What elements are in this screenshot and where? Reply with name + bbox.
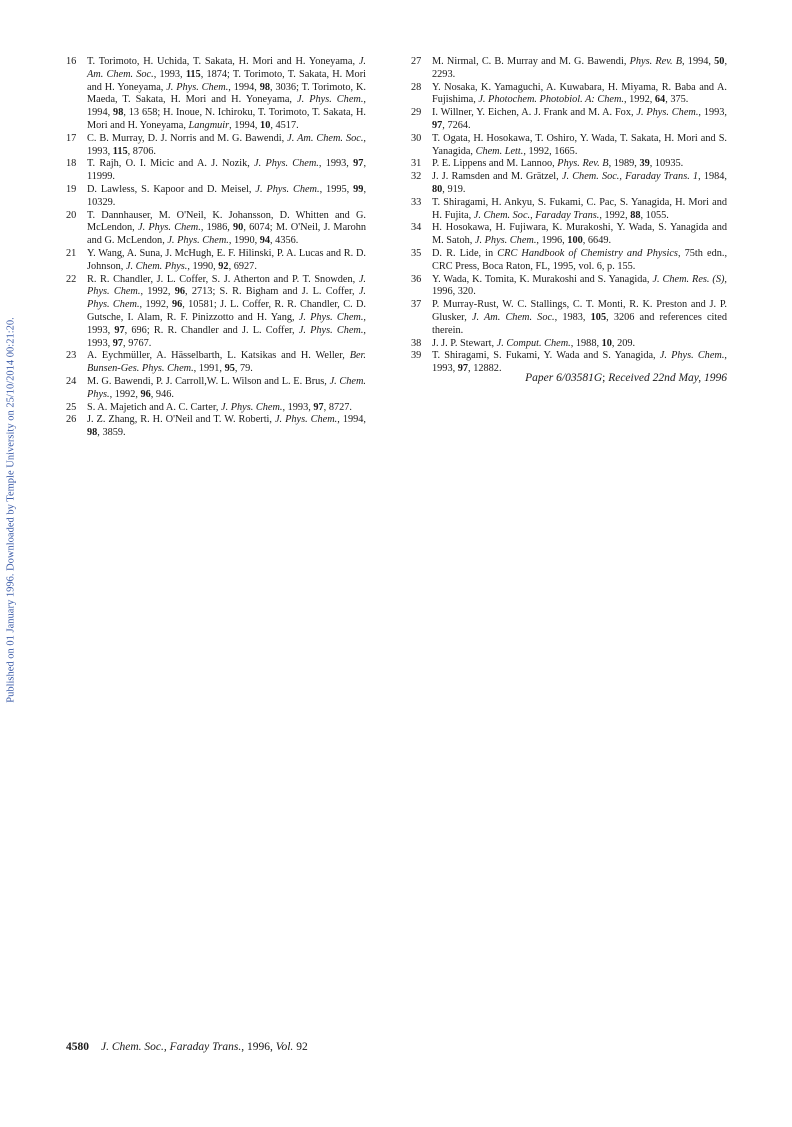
reference-number: 34: [411, 222, 422, 234]
page-footer: [66, 1041, 308, 1053]
reference-text: T. Torimoto, H. Uchida, T. Sakata, H. Mori and H. Yoneyama, J. Am. Chem. Soc., 1993, 115, 1874; T. Torimoto, T. Sakata, H. Mori and H. Yoneyama, J. Phys. Chem., 1994, 98, 3036; T. Torimoto, K. Maeda, T. Sakata, H. Mori and H. Yoneyama, J. Phys. Chem., 1994, 98, 13 658; H. Inoue, N. Ichiroku, T. Torimoto, T. Sakata, H. Mori and H. Yoneyama, Langmuir, 1994, 10, 4517.: [87, 56, 366, 131]
page-number: 4580: [66, 1041, 89, 1053]
reference-number: 35: [411, 247, 422, 259]
reference-item: [411, 171, 727, 197]
reference-text: R. R. Chandler, J. L. Coffer, S. J. Atherton and P. T. Snowden, J. Phys. Chem., 1992, 96, 2713; S. R. Bigham and J. L. Coffer, J. Phys. Chem., 1992, 96, 10581; J. L. Coffer, R. R. Chandler, C. D. Gutsche, I. Alam, R. F. Pinizzotto and H. Yang, J. Phys. Chem., 1993, 97, 696; R. R. Chandler and J. L. Coffer, J. Phys. Chem., 1993, 97, 9767.: [87, 273, 367, 349]
paper-id: Paper 6/03581G: [525, 372, 603, 384]
reference-item: [66, 376, 366, 402]
reference-text: C. B. Murray, D. J. Norris and M. G. Bawendi, J. Am. Chem. Soc., 1993, 115, 8706.: [87, 132, 366, 157]
paper-received-note: [482, 372, 727, 384]
download-watermark: [2, 215, 20, 805]
reference-text: M. G. Bawendi, P. J. Carroll,W. L. Wilson and L. E. Brus, J. Chem. Phys., 1992, 96, 946.: [87, 375, 366, 400]
reference-number: 39: [411, 350, 422, 362]
reference-item: [411, 197, 727, 223]
volume-label: Vol.: [275, 1041, 294, 1053]
reference-text: T. Rajh, O. I. Micic and A. J. Nozik, J. Phys. Chem., 1993, 97, 11999.: [87, 158, 367, 183]
paper-note-separator: ;: [602, 372, 609, 384]
reference-text: P. E. Lippens and M. Lannoo, Phys. Rev. B, 1989, 39, 10935.: [432, 158, 684, 170]
reference-text: J. J. P. Stewart, J. Comput. Chem., 1988, 10, 209.: [432, 337, 636, 349]
reference-number: 22: [66, 273, 77, 285]
reference-number: 32: [411, 171, 422, 183]
reference-text: A. Eychmüller, A. Hässelbarth, L. Katsikas and H. Weller, Ber. Bunsen-Ges. Phys. Chem., 1991, 95, 79.: [87, 350, 366, 375]
reference-item: [66, 402, 366, 415]
reference-text: D. R. Lide, in CRC Handbook of Chemistry and Physics, 75th edn., CRC Press, Boca Raton, FL, 1995, vol. 6, p. 155.: [432, 247, 728, 272]
reference-item: [411, 158, 727, 171]
reference-number: 17: [66, 132, 77, 144]
reference-item: [411, 274, 727, 300]
journal-name: J. Chem. Soc., Faraday Trans.: [101, 1041, 242, 1053]
reference-text: Y. Wada, K. Tomita, K. Murakoshi and S. Yanagida, J. Chem. Res. (S), 1996, 320.: [432, 273, 727, 298]
reference-item: [66, 210, 366, 248]
reference-text: Y. Wang, A. Suna, J. McHugh, E. F. Hilinski, P. A. Lucas and R. D. Johnson, J. Chem. Phys., 1990, 92, 6927.: [87, 247, 366, 272]
references-left-column: [66, 56, 366, 440]
reference-item: [411, 248, 727, 274]
reference-number: 37: [411, 299, 422, 311]
reference-item: [66, 274, 366, 351]
reference-item: [411, 299, 727, 337]
reference-text: I. Willner, Y. Eichen, A. J. Frank and M. A. Fox, J. Phys. Chem., 1993, 97, 7264.: [432, 107, 727, 131]
reference-item: [66, 248, 366, 274]
references-right-column: [411, 56, 727, 376]
reference-number: 36: [411, 273, 422, 285]
reference-item: [411, 338, 727, 351]
reference-number: 18: [66, 158, 77, 170]
reference-item: [66, 350, 366, 376]
reference-number: 20: [66, 209, 77, 221]
reference-text: J. J. Ramsden and M. Grätzel, J. Chem. Soc., Faraday Trans. 1, 1984, 80, 919.: [432, 171, 727, 195]
reference-text: M. Nirmal, C. B. Murray and M. G. Bawendi, Phys. Rev. B, 1994, 50, 2293.: [432, 56, 728, 80]
reference-item: [411, 56, 727, 82]
reference-item: [411, 222, 727, 248]
reference-text: T. Shiragami, H. Ankyu, S. Fukami, C. Pac, S. Yanagida, H. Mori and H. Fujita, J. Chem. Soc., Faraday Trans., 1992, 88, 1055.: [432, 196, 727, 221]
received-date: Received 22nd May, 1996: [608, 372, 727, 384]
reference-number: 23: [66, 350, 77, 362]
reference-number: 33: [411, 196, 422, 208]
reference-text: S. A. Majetich and A. C. Carter, J. Phys. Chem., 1993, 97, 8727.: [87, 401, 352, 413]
reference-text: J. Z. Zhang, R. H. O'Neil and T. W. Roberti, J. Phys. Chem., 1994, 98, 3859.: [87, 414, 366, 439]
reference-item: [411, 133, 727, 159]
reference-text: T. Ogata, H. Hosokawa, T. Oshiro, Y. Wada, T. Sakata, H. Mori and S. Yanagida, Chem. Lett., 1992, 1665.: [432, 132, 727, 157]
reference-item: [411, 82, 727, 108]
reference-number: 24: [66, 375, 77, 387]
reference-item: [66, 184, 366, 210]
reference-text: D. Lawless, S. Kapoor and D. Meisel, J. Phys. Chem., 1995, 99, 10329.: [87, 183, 367, 208]
reference-text: H. Hosokawa, H. Fujiwara, K. Murakoshi, Y. Wada, S. Yanagida and M. Satoh, J. Phys. Chem., 1996, 100, 6649.: [432, 222, 727, 247]
reference-number: 26: [66, 414, 77, 426]
reference-number: 38: [411, 337, 422, 349]
reference-number: 30: [411, 132, 422, 144]
reference-item: [411, 107, 727, 133]
reference-number: 16: [66, 56, 77, 67]
reference-number: 28: [411, 81, 422, 93]
download-watermark-text: Published on 01 January 1996. Downloaded by Temple University on 25/10/2014 00:21:20.: [5, 317, 17, 703]
reference-item: [66, 414, 366, 440]
reference-text: P. Murray-Rust, W. C. Stallings, C. T. Monti, R. K. Preston and J. P. Glusker, J. Am. Chem. Soc., 1983, 105, 3206 and references cited therein.: [432, 299, 728, 336]
reference-number: 21: [66, 247, 77, 259]
reference-text: T. Shiragami, S. Fukami, Y. Wada and S. Yanagida, J. Phys. Chem., 1993, 97, 12882.: [432, 350, 727, 375]
reference-number: 25: [66, 401, 77, 413]
reference-text: T. Dannhauser, M. O'Neil, K. Johansson, D. Whitten and G. McLendon, J. Phys. Chem., 1986, 90, 6074; M. O'Neil, J. Marohn and G. McLendon, J. Phys. Chem., 1990, 94, 4356.: [87, 209, 367, 247]
reference-number: 27: [411, 56, 422, 67]
reference-item: [66, 56, 366, 133]
reference-text: Y. Nosaka, K. Yamaguchi, A. Kuwabara, H. Miyama, R. Baba and A. Fujishima, J. Photochem. Photobiol. A: Chem., 1992, 64, 375.: [432, 81, 727, 106]
footer-year: , 1996,: [241, 1041, 276, 1053]
reference-item: [66, 158, 366, 184]
reference-number: 19: [66, 183, 77, 195]
volume-number: 92: [293, 1041, 308, 1053]
reference-number: 29: [411, 107, 422, 119]
reference-number: 31: [411, 158, 422, 170]
reference-item: [66, 133, 366, 159]
